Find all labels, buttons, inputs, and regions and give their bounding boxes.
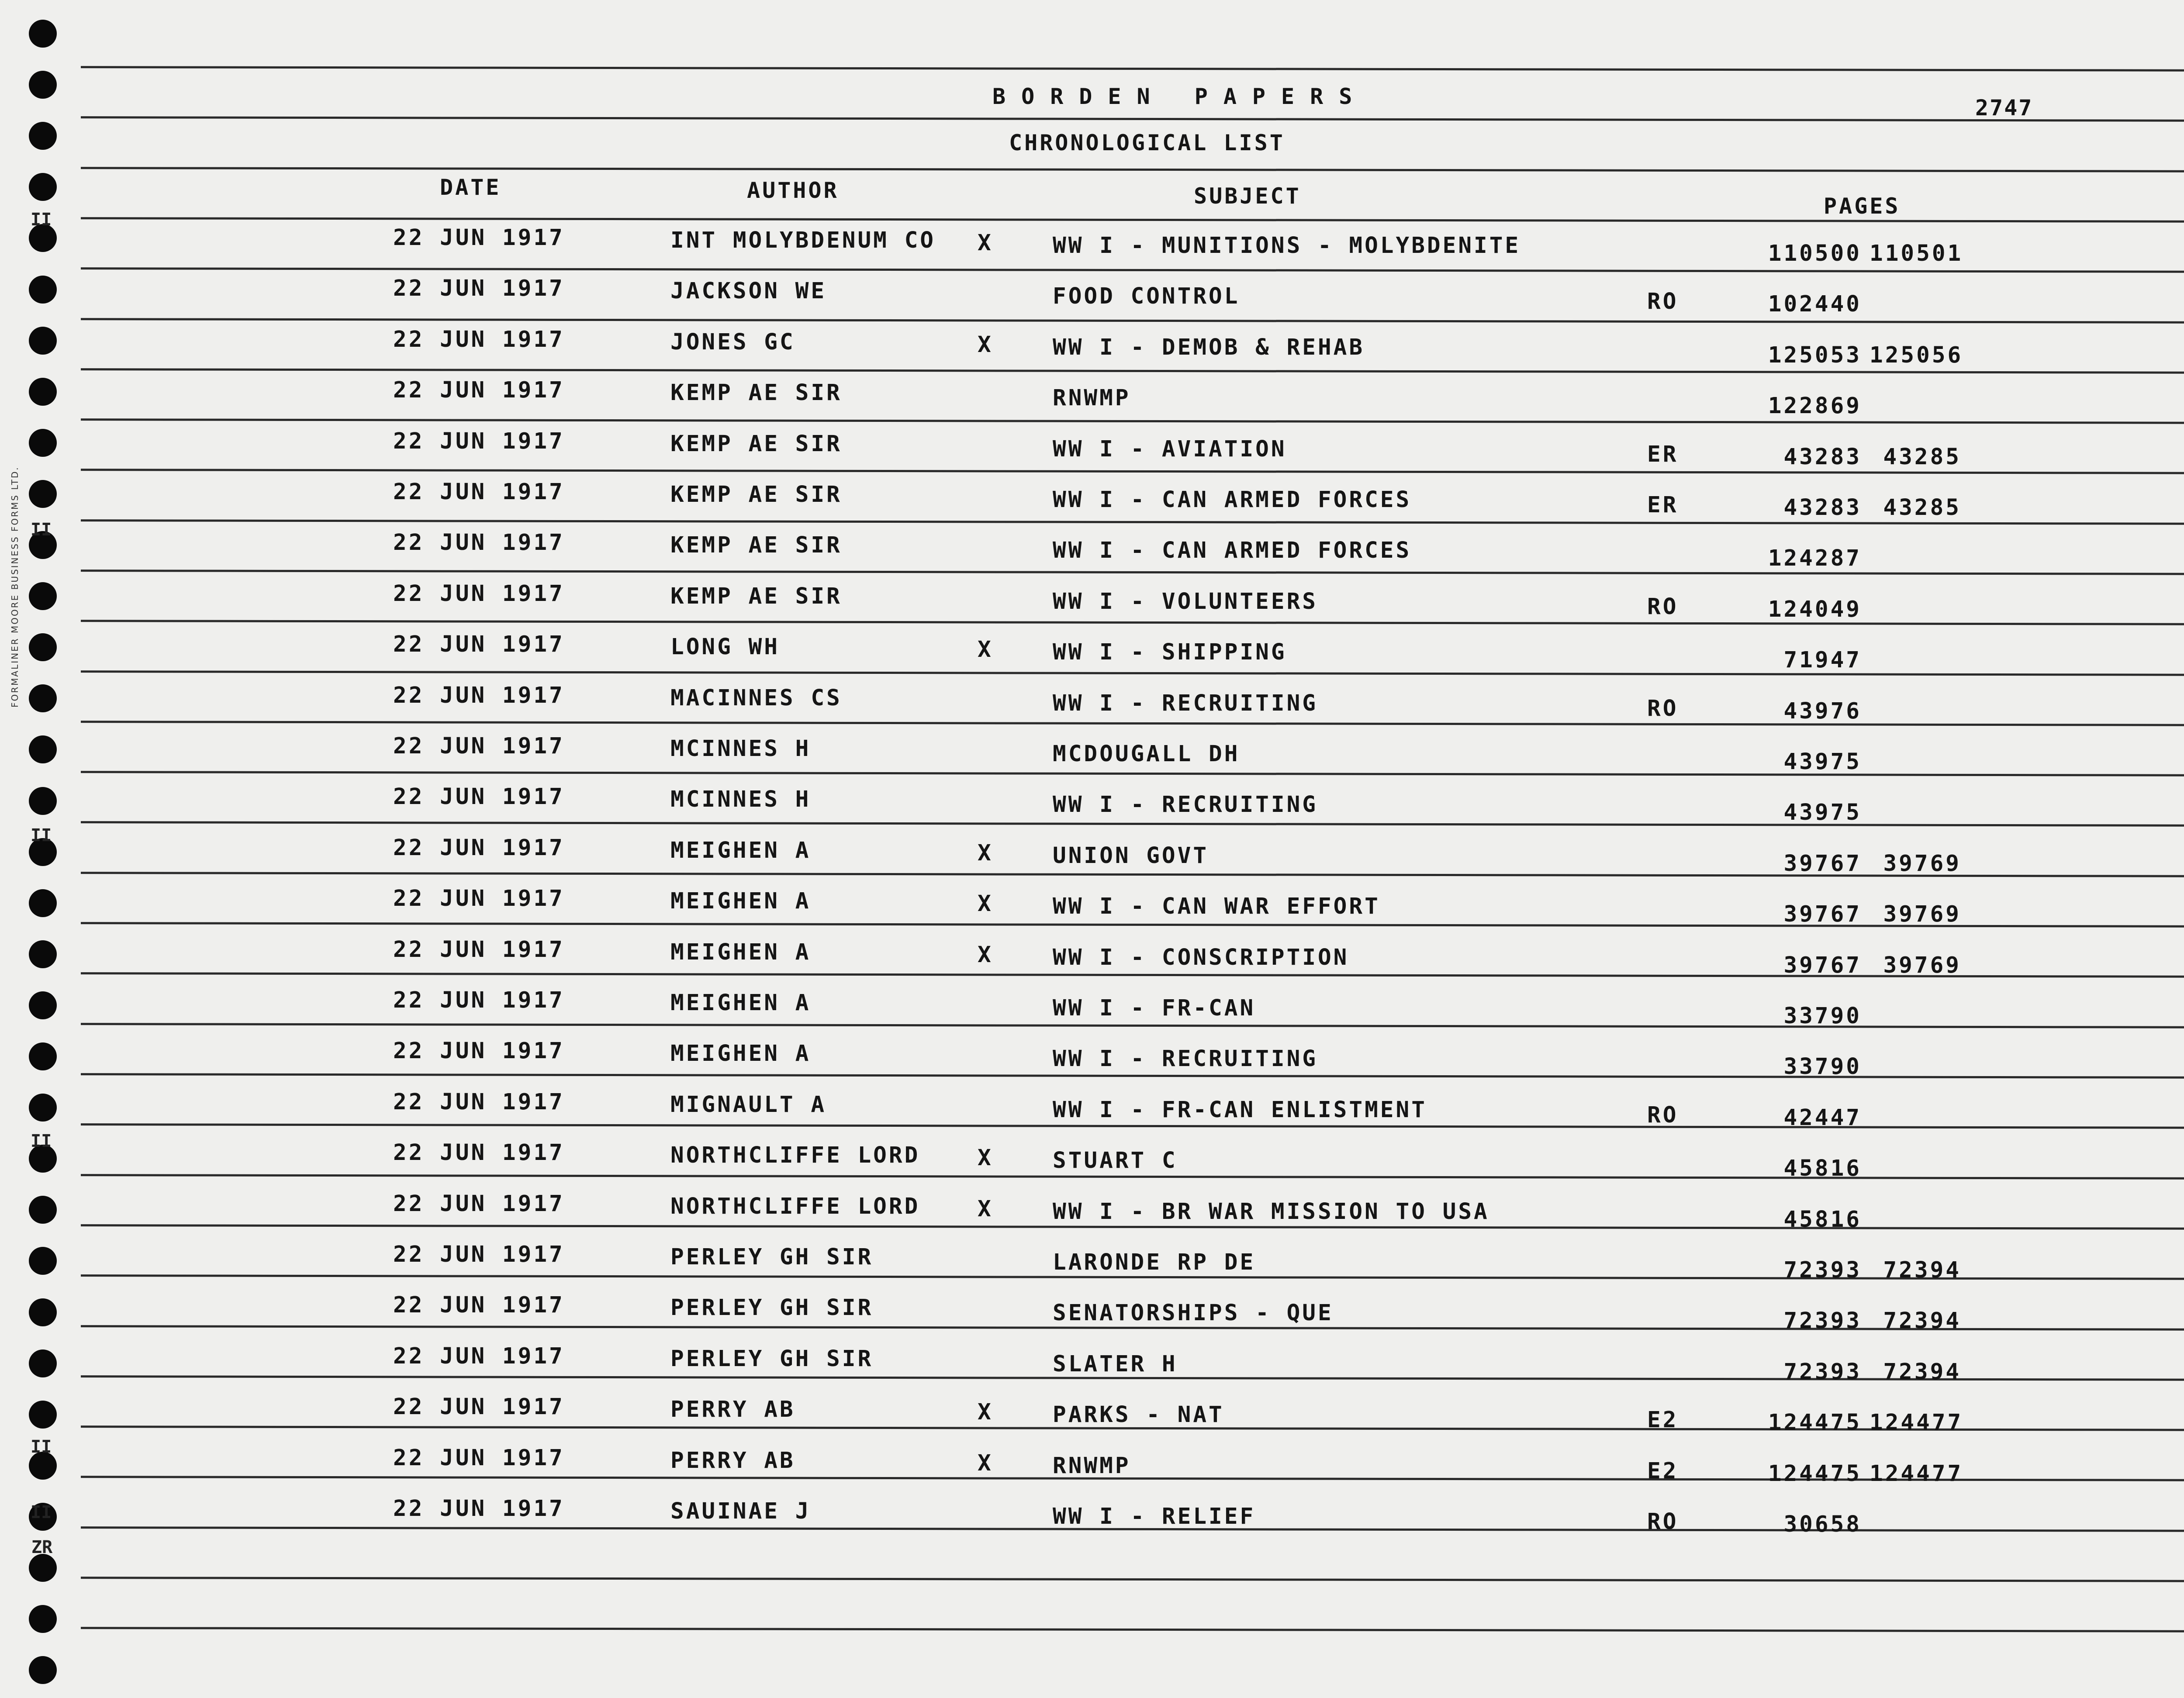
row-code: E2 — [1647, 1458, 1679, 1484]
row-x-mark: X — [978, 332, 993, 358]
table-row — [0, 987, 2184, 1038]
row-page-from: 43976 — [1783, 698, 1862, 724]
table-row — [0, 632, 2184, 682]
row-page-from: 45816 — [1783, 1156, 1862, 1181]
table-row — [0, 1343, 2184, 1394]
row-author: MIGNAULT A — [670, 1092, 827, 1118]
row-date: 22 JUN 1917 — [393, 479, 565, 505]
form-rule — [81, 1627, 2184, 1632]
column-header-pages: PAGES — [1824, 193, 1901, 219]
row-code: ER — [1647, 442, 1679, 467]
row-author: MEIGHEN A — [670, 990, 811, 1016]
row-page-from: 124287 — [1768, 545, 1862, 571]
row-page-from: 39767 — [1783, 901, 1862, 927]
table-row — [0, 835, 2184, 886]
row-page-from: 43283 — [1783, 444, 1862, 470]
table-row — [0, 530, 2184, 580]
table-row — [0, 1140, 2184, 1191]
row-subject: WW I - DEMOB & REHAB — [1053, 335, 1365, 360]
form-rule — [81, 1577, 2184, 1582]
margin-mark: II — [31, 210, 52, 230]
row-author: PERRY AB — [670, 1397, 795, 1422]
sheet-number: 2747 — [1975, 95, 2033, 121]
row-page-from: 124475 — [1768, 1410, 1862, 1436]
row-date: 22 JUN 1917 — [393, 581, 565, 607]
table-row — [0, 1089, 2184, 1140]
row-date: 22 JUN 1917 — [393, 1496, 565, 1522]
row-page-from: 45816 — [1783, 1207, 1862, 1232]
row-subject: WW I - FR-CAN ENLISTMENT — [1053, 1097, 1427, 1123]
feed-hole — [29, 71, 57, 99]
table-row — [0, 1242, 2184, 1292]
column-header-author: AUTHOR — [747, 178, 839, 203]
row-date: 22 JUN 1917 — [393, 1394, 565, 1420]
table-row — [0, 1496, 2184, 1546]
row-date: 22 JUN 1917 — [393, 835, 565, 861]
row-date: 22 JUN 1917 — [393, 327, 565, 352]
row-page-from: 71947 — [1783, 647, 1862, 673]
row-author: MACINNES CS — [670, 685, 842, 711]
row-date: 22 JUN 1917 — [393, 428, 565, 454]
row-author: MEIGHEN A — [670, 888, 811, 914]
row-author: KEMP AE SIR — [670, 431, 842, 457]
row-date: 22 JUN 1917 — [393, 1292, 565, 1318]
row-page-from: 72393 — [1783, 1308, 1862, 1334]
row-date: 22 JUN 1917 — [393, 1089, 565, 1115]
table-row — [0, 428, 2184, 479]
row-date: 22 JUN 1917 — [393, 987, 565, 1013]
row-code: ER — [1647, 492, 1679, 518]
row-subject: FOOD CONTROL — [1053, 283, 1240, 309]
feed-hole — [29, 1554, 57, 1582]
row-page-to: 43285 — [1883, 495, 1961, 521]
row-author: KEMP AE SIR — [670, 583, 842, 609]
document-title: BORDEN PAPERS — [992, 84, 1368, 109]
row-page-from: 72393 — [1783, 1359, 1862, 1385]
row-page-to: 72394 — [1883, 1308, 1961, 1334]
row-page-to: 43285 — [1883, 444, 1961, 470]
row-x-mark: X — [978, 891, 993, 917]
margin-mark: ZR — [31, 1537, 53, 1557]
row-subject: WW I - SHIPPING — [1053, 639, 1287, 665]
row-page-to: 39769 — [1883, 953, 1961, 978]
form-imprint: FORMALINER MOORE BUSINESS FORMS LTD. — [10, 466, 20, 708]
row-date: 22 JUN 1917 — [393, 1191, 565, 1217]
row-author: PERLEY GH SIR — [670, 1346, 874, 1372]
table-row — [0, 1292, 2184, 1343]
table-row — [0, 1394, 2184, 1445]
row-date: 22 JUN 1917 — [393, 784, 565, 810]
row-subject: WW I - CAN ARMED FORCES — [1053, 538, 1412, 563]
table-row — [0, 683, 2184, 733]
column-header-subject: SUBJECT — [1194, 183, 1301, 209]
row-author: NORTHCLIFFE LORD — [670, 1142, 920, 1168]
row-author: MCINNES H — [670, 736, 811, 762]
row-date: 22 JUN 1917 — [393, 937, 565, 963]
row-date: 22 JUN 1917 — [393, 733, 565, 759]
table-row — [0, 937, 2184, 987]
row-subject: WW I - RECRUITING — [1053, 792, 1318, 818]
row-x-mark: X — [978, 1399, 993, 1425]
row-page-from: 124475 — [1768, 1461, 1862, 1487]
row-page-from: 39767 — [1783, 953, 1862, 978]
row-date: 22 JUN 1917 — [393, 1038, 565, 1064]
document-subtitle: CHRONOLOGICAL LIST — [1009, 130, 1285, 155]
row-subject: SLATER H — [1053, 1351, 1178, 1377]
row-author: JACKSON WE — [670, 278, 827, 304]
row-date: 22 JUN 1917 — [393, 225, 565, 251]
table-row — [0, 276, 2184, 326]
row-subject: WW I - BR WAR MISSION TO USA — [1053, 1199, 1489, 1225]
row-page-from: 33790 — [1783, 1003, 1862, 1029]
row-subject: LARONDE RP DE — [1053, 1249, 1256, 1275]
row-code: E2 — [1647, 1407, 1679, 1433]
feed-hole — [29, 173, 57, 201]
row-author: KEMP AE SIR — [670, 380, 842, 406]
row-code: RO — [1647, 289, 1679, 314]
row-page-from: 39767 — [1783, 851, 1862, 877]
row-author: MEIGHEN A — [670, 838, 811, 863]
row-page-to: 110501 — [1870, 241, 1963, 266]
row-author: SAUINAE J — [670, 1498, 811, 1524]
row-subject: RNWMP — [1053, 385, 1131, 411]
table-row — [0, 886, 2184, 936]
row-page-from: 30658 — [1783, 1512, 1862, 1537]
row-author: LONG WH — [670, 634, 780, 660]
row-date: 22 JUN 1917 — [393, 632, 565, 657]
row-author: PERRY AB — [670, 1448, 795, 1474]
row-x-mark: X — [978, 1196, 993, 1222]
row-x-mark: X — [978, 942, 993, 968]
table-row — [0, 581, 2184, 632]
row-date: 22 JUN 1917 — [393, 886, 565, 911]
row-x-mark: X — [978, 637, 993, 663]
row-page-from: 102440 — [1768, 291, 1862, 317]
row-subject: WW I - RECRUITING — [1053, 690, 1318, 716]
column-header-date: DATE — [440, 175, 501, 200]
row-x-mark: X — [978, 1450, 993, 1476]
row-code: RO — [1647, 696, 1679, 721]
row-author: KEMP AE SIR — [670, 482, 842, 507]
row-author: INT MOLYBDENUM CO — [670, 228, 936, 253]
row-page-from: 43283 — [1783, 495, 1862, 521]
row-page-to: 125056 — [1870, 342, 1963, 368]
row-subject: MCDOUGALL DH — [1053, 741, 1240, 767]
row-subject: STUART C — [1053, 1148, 1178, 1173]
row-date: 22 JUN 1917 — [393, 1343, 565, 1369]
row-subject: WW I - RECRUITING — [1053, 1046, 1318, 1072]
form-rule — [81, 66, 2184, 72]
feed-hole — [29, 20, 57, 48]
form-rule — [81, 116, 2184, 122]
form-rule — [81, 167, 2184, 173]
table-row — [0, 479, 2184, 530]
row-page-to: 39769 — [1883, 901, 1961, 927]
row-author: PERLEY GH SIR — [670, 1295, 874, 1321]
row-code: RO — [1647, 594, 1679, 620]
row-date: 22 JUN 1917 — [393, 1140, 565, 1166]
margin-mark: II — [31, 1437, 52, 1457]
row-page-from: 125053 — [1768, 342, 1862, 368]
row-page-from: 110500 — [1768, 241, 1862, 266]
row-subject: WW I - CAN WAR EFFORT — [1053, 894, 1380, 919]
row-date: 22 JUN 1917 — [393, 1242, 565, 1267]
row-date: 22 JUN 1917 — [393, 683, 565, 708]
row-subject: SENATORSHIPS - QUE — [1053, 1300, 1334, 1326]
margin-mark: II — [31, 520, 52, 540]
margin-mark: II — [31, 1502, 52, 1522]
row-subject: WW I - VOLUNTEERS — [1053, 589, 1318, 614]
table-row — [0, 1191, 2184, 1242]
row-page-from: 43975 — [1783, 800, 1862, 825]
row-x-mark: X — [978, 840, 993, 866]
row-author: MEIGHEN A — [670, 1041, 811, 1066]
row-subject: WW I - MUNITIONS - MOLYBDENITE — [1053, 233, 1521, 259]
row-subject: WW I - CAN ARMED FORCES — [1053, 487, 1412, 513]
row-date: 22 JUN 1917 — [393, 377, 565, 403]
row-page-to: 72394 — [1883, 1359, 1961, 1385]
row-page-from: 122869 — [1768, 393, 1862, 419]
row-date: 22 JUN 1917 — [393, 276, 565, 301]
feed-hole — [29, 1605, 57, 1633]
row-page-from: 42447 — [1783, 1105, 1862, 1131]
table-row — [0, 784, 2184, 835]
row-author: JONES GC — [670, 329, 795, 355]
table-row — [0, 377, 2184, 428]
row-code: RO — [1647, 1102, 1679, 1128]
table-row — [0, 1445, 2184, 1496]
row-page-from: 124049 — [1768, 597, 1862, 622]
row-page-to: 124477 — [1870, 1410, 1963, 1436]
feed-hole — [29, 1656, 57, 1684]
row-subject: WW I - FR-CAN — [1053, 995, 1256, 1021]
table-row — [0, 733, 2184, 784]
row-x-mark: X — [978, 1145, 993, 1171]
row-page-to: 72394 — [1883, 1257, 1961, 1283]
table-row — [0, 1038, 2184, 1089]
table-row — [0, 225, 2184, 276]
row-subject: UNION GOVT — [1053, 843, 1209, 869]
row-code: RO — [1647, 1509, 1679, 1535]
row-subject: PARKS - NAT — [1053, 1402, 1224, 1428]
row-date: 22 JUN 1917 — [393, 1445, 565, 1471]
row-page-from: 33790 — [1783, 1054, 1862, 1080]
row-subject: WW I - CONSCRIPTION — [1053, 945, 1349, 970]
row-page-to: 39769 — [1883, 851, 1961, 877]
row-subject: WW I - AVIATION — [1053, 436, 1287, 462]
row-page-from: 72393 — [1783, 1257, 1862, 1283]
row-author: MEIGHEN A — [670, 939, 811, 965]
margin-mark: II — [31, 1131, 52, 1151]
feed-hole — [29, 122, 57, 150]
table-row — [0, 327, 2184, 377]
row-x-mark: X — [978, 230, 993, 256]
row-author: MCINNES H — [670, 787, 811, 812]
row-subject: RNWMP — [1053, 1453, 1131, 1479]
margin-mark: II — [31, 825, 52, 846]
row-author: PERLEY GH SIR — [670, 1244, 874, 1270]
row-date: 22 JUN 1917 — [393, 530, 565, 556]
row-page-from: 43975 — [1783, 749, 1862, 775]
row-subject: WW I - RELIEF — [1053, 1504, 1256, 1529]
row-author: KEMP AE SIR — [670, 532, 842, 558]
row-author: NORTHCLIFFE LORD — [670, 1194, 920, 1219]
row-page-to: 124477 — [1870, 1461, 1963, 1487]
